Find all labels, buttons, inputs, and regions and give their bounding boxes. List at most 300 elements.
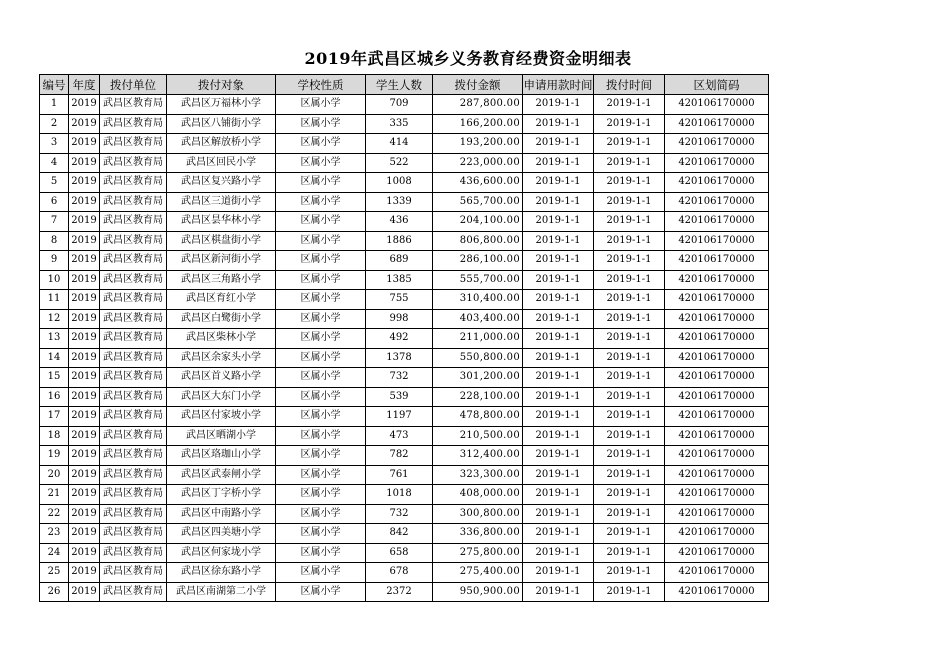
cell-amount: 275,400.00 <box>433 563 523 583</box>
cell-apply-date: 2019-1-1 <box>523 251 594 271</box>
cell-apply-date: 2019-1-1 <box>523 153 594 173</box>
cell-apply-date: 2019-1-1 <box>523 368 594 388</box>
cell-students: 782 <box>366 446 433 466</box>
cell-id: 3 <box>40 134 69 154</box>
cell-payer: 武昌区教育局 <box>100 114 167 134</box>
table-row <box>40 563 769 583</box>
cell-school-type: 区属小学 <box>276 426 366 446</box>
cell-recipient: 武昌区复兴路小学 <box>167 173 276 193</box>
cell-id: 24 <box>40 543 69 563</box>
cell-region-code: 420106170000 <box>665 270 769 290</box>
cell-id: 4 <box>40 153 69 173</box>
table-row <box>40 231 769 251</box>
cell-id: 7 <box>40 212 69 232</box>
cell-region-code: 420106170000 <box>665 407 769 427</box>
cell-pay-date: 2019-1-1 <box>594 270 665 290</box>
cell-id: 15 <box>40 368 69 388</box>
cell-region-code: 420106170000 <box>665 446 769 466</box>
cell-apply-date: 2019-1-1 <box>523 212 594 232</box>
cell-id: 9 <box>40 251 69 271</box>
cell-recipient: 武昌区三角路小学 <box>167 270 276 290</box>
table-row <box>40 212 769 232</box>
cell-payer: 武昌区教育局 <box>100 290 167 310</box>
cell-amount: 436,600.00 <box>433 173 523 193</box>
cell-year: 2019 <box>69 582 100 602</box>
cell-region-code: 420106170000 <box>665 173 769 193</box>
cell-year: 2019 <box>69 251 100 271</box>
cell-students: 436 <box>366 212 433 232</box>
col-header-school-type: 学校性质 <box>276 75 366 95</box>
cell-year: 2019 <box>69 270 100 290</box>
cell-region-code: 420106170000 <box>665 348 769 368</box>
table-row <box>40 543 769 563</box>
cell-recipient: 武昌区新河街小学 <box>167 251 276 271</box>
cell-pay-date: 2019-1-1 <box>594 407 665 427</box>
table-row <box>40 387 769 407</box>
cell-pay-date: 2019-1-1 <box>594 290 665 310</box>
cell-year: 2019 <box>69 290 100 310</box>
col-header-amount: 拨付金额 <box>433 75 523 95</box>
cell-apply-date: 2019-1-1 <box>523 446 594 466</box>
cell-pay-date: 2019-1-1 <box>594 465 665 485</box>
cell-year: 2019 <box>69 231 100 251</box>
cell-pay-date: 2019-1-1 <box>594 543 665 563</box>
cell-students: 755 <box>366 290 433 310</box>
cell-year: 2019 <box>69 95 100 115</box>
cell-apply-date: 2019-1-1 <box>523 270 594 290</box>
cell-region-code: 420106170000 <box>665 212 769 232</box>
cell-apply-date: 2019-1-1 <box>523 231 594 251</box>
cell-amount: 565,700.00 <box>433 192 523 212</box>
cell-students: 1886 <box>366 231 433 251</box>
table-row <box>40 426 769 446</box>
cell-payer: 武昌区教育局 <box>100 212 167 232</box>
cell-payer: 武昌区教育局 <box>100 387 167 407</box>
col-header-recipient: 拨付对象 <box>167 75 276 95</box>
cell-pay-date: 2019-1-1 <box>594 173 665 193</box>
funding-detail-table <box>39 74 769 602</box>
cell-id: 12 <box>40 309 69 329</box>
cell-school-type: 区属小学 <box>276 134 366 154</box>
cell-amount: 210,500.00 <box>433 426 523 446</box>
cell-students: 414 <box>366 134 433 154</box>
cell-school-type: 区属小学 <box>276 407 366 427</box>
cell-payer: 武昌区教育局 <box>100 426 167 446</box>
cell-students: 1018 <box>366 485 433 505</box>
table-header-row <box>40 75 769 95</box>
cell-recipient: 武昌区棋盘街小学 <box>167 231 276 251</box>
col-header-year: 年度 <box>69 75 100 95</box>
cell-recipient: 武昌区徐东路小学 <box>167 563 276 583</box>
cell-id: 2 <box>40 114 69 134</box>
cell-year: 2019 <box>69 153 100 173</box>
cell-recipient: 武昌区首义路小学 <box>167 368 276 388</box>
cell-region-code: 420106170000 <box>665 114 769 134</box>
table-row <box>40 290 769 310</box>
cell-payer: 武昌区教育局 <box>100 485 167 505</box>
cell-year: 2019 <box>69 192 100 212</box>
cell-recipient: 武昌区白鹭街小学 <box>167 309 276 329</box>
cell-students: 732 <box>366 368 433 388</box>
table-row <box>40 153 769 173</box>
cell-amount: 166,200.00 <box>433 114 523 134</box>
cell-school-type: 区属小学 <box>276 524 366 544</box>
cell-recipient: 武昌区三道街小学 <box>167 192 276 212</box>
table-row <box>40 407 769 427</box>
table-row <box>40 114 769 134</box>
cell-id: 1 <box>40 95 69 115</box>
cell-recipient: 武昌区余家头小学 <box>167 348 276 368</box>
cell-recipient: 武昌区南湖第二小学 <box>167 582 276 602</box>
cell-recipient: 武昌区柴林小学 <box>167 329 276 349</box>
cell-recipient: 武昌区晒湖小学 <box>167 426 276 446</box>
cell-region-code: 420106170000 <box>665 231 769 251</box>
table-row <box>40 504 769 524</box>
cell-amount: 287,800.00 <box>433 95 523 115</box>
cell-id: 6 <box>40 192 69 212</box>
cell-year: 2019 <box>69 543 100 563</box>
document-title: 2019年武昌区城乡义务教育经费资金明细表 <box>304 49 632 68</box>
cell-school-type: 区属小学 <box>276 348 366 368</box>
cell-apply-date: 2019-1-1 <box>523 426 594 446</box>
cell-recipient: 武昌区解放桥小学 <box>167 134 276 154</box>
cell-students: 473 <box>366 426 433 446</box>
table-row <box>40 251 769 271</box>
cell-payer: 武昌区教育局 <box>100 543 167 563</box>
cell-id: 19 <box>40 446 69 466</box>
cell-year: 2019 <box>69 134 100 154</box>
cell-students: 1197 <box>366 407 433 427</box>
cell-amount: 301,200.00 <box>433 368 523 388</box>
cell-id: 17 <box>40 407 69 427</box>
cell-apply-date: 2019-1-1 <box>523 134 594 154</box>
cell-id: 18 <box>40 426 69 446</box>
cell-students: 709 <box>366 95 433 115</box>
cell-id: 25 <box>40 563 69 583</box>
cell-apply-date: 2019-1-1 <box>523 173 594 193</box>
cell-year: 2019 <box>69 387 100 407</box>
cell-students: 1378 <box>366 348 433 368</box>
cell-students: 2372 <box>366 582 433 602</box>
cell-region-code: 420106170000 <box>665 134 769 154</box>
cell-amount: 211,000.00 <box>433 329 523 349</box>
cell-year: 2019 <box>69 212 100 232</box>
cell-apply-date: 2019-1-1 <box>523 290 594 310</box>
cell-year: 2019 <box>69 114 100 134</box>
cell-pay-date: 2019-1-1 <box>594 485 665 505</box>
cell-payer: 武昌区教育局 <box>100 407 167 427</box>
cell-pay-date: 2019-1-1 <box>594 231 665 251</box>
cell-id: 8 <box>40 231 69 251</box>
cell-students: 732 <box>366 504 433 524</box>
cell-students: 335 <box>366 114 433 134</box>
cell-payer: 武昌区教育局 <box>100 95 167 115</box>
cell-payer: 武昌区教育局 <box>100 446 167 466</box>
table-row <box>40 95 769 115</box>
cell-id: 22 <box>40 504 69 524</box>
cell-pay-date: 2019-1-1 <box>594 387 665 407</box>
cell-region-code: 420106170000 <box>665 309 769 329</box>
cell-pay-date: 2019-1-1 <box>594 251 665 271</box>
cell-amount: 310,400.00 <box>433 290 523 310</box>
cell-region-code: 420106170000 <box>665 504 769 524</box>
table-row <box>40 368 769 388</box>
cell-apply-date: 2019-1-1 <box>523 563 594 583</box>
cell-year: 2019 <box>69 563 100 583</box>
cell-amount: 204,100.00 <box>433 212 523 232</box>
cell-school-type: 区属小学 <box>276 368 366 388</box>
cell-region-code: 420106170000 <box>665 524 769 544</box>
cell-payer: 武昌区教育局 <box>100 563 167 583</box>
cell-school-type: 区属小学 <box>276 173 366 193</box>
cell-students: 1339 <box>366 192 433 212</box>
cell-pay-date: 2019-1-1 <box>594 212 665 232</box>
cell-year: 2019 <box>69 329 100 349</box>
cell-region-code: 420106170000 <box>665 387 769 407</box>
cell-id: 10 <box>40 270 69 290</box>
cell-year: 2019 <box>69 524 100 544</box>
cell-payer: 武昌区教育局 <box>100 173 167 193</box>
cell-amount: 286,100.00 <box>433 251 523 271</box>
cell-students: 658 <box>366 543 433 563</box>
cell-pay-date: 2019-1-1 <box>594 309 665 329</box>
table-row <box>40 134 769 154</box>
cell-students: 492 <box>366 329 433 349</box>
cell-school-type: 区属小学 <box>276 504 366 524</box>
cell-school-type: 区属小学 <box>276 192 366 212</box>
cell-school-type: 区属小学 <box>276 95 366 115</box>
cell-apply-date: 2019-1-1 <box>523 543 594 563</box>
cell-apply-date: 2019-1-1 <box>523 407 594 427</box>
cell-school-type: 区属小学 <box>276 465 366 485</box>
cell-apply-date: 2019-1-1 <box>523 95 594 115</box>
cell-id: 23 <box>40 524 69 544</box>
cell-students: 539 <box>366 387 433 407</box>
cell-pay-date: 2019-1-1 <box>594 563 665 583</box>
table-body <box>40 95 769 602</box>
cell-school-type: 区属小学 <box>276 329 366 349</box>
cell-recipient: 武昌区珞珈山小学 <box>167 446 276 466</box>
cell-school-type: 区属小学 <box>276 485 366 505</box>
cell-recipient: 武昌区丁字桥小学 <box>167 485 276 505</box>
cell-region-code: 420106170000 <box>665 582 769 602</box>
cell-id: 26 <box>40 582 69 602</box>
cell-payer: 武昌区教育局 <box>100 309 167 329</box>
cell-payer: 武昌区教育局 <box>100 153 167 173</box>
cell-apply-date: 2019-1-1 <box>523 309 594 329</box>
cell-pay-date: 2019-1-1 <box>594 329 665 349</box>
cell-year: 2019 <box>69 446 100 466</box>
cell-payer: 武昌区教育局 <box>100 504 167 524</box>
cell-amount: 806,800.00 <box>433 231 523 251</box>
cell-recipient: 武昌区四美塘小学 <box>167 524 276 544</box>
cell-payer: 武昌区教育局 <box>100 368 167 388</box>
col-header-students: 学生人数 <box>366 75 433 95</box>
cell-recipient: 武昌区万福林小学 <box>167 95 276 115</box>
cell-recipient: 武昌区回民小学 <box>167 153 276 173</box>
cell-id: 11 <box>40 290 69 310</box>
cell-students: 689 <box>366 251 433 271</box>
cell-school-type: 区属小学 <box>276 114 366 134</box>
cell-region-code: 420106170000 <box>665 153 769 173</box>
cell-year: 2019 <box>69 407 100 427</box>
cell-id: 5 <box>40 173 69 193</box>
cell-school-type: 区属小学 <box>276 563 366 583</box>
cell-amount: 323,300.00 <box>433 465 523 485</box>
cell-school-type: 区属小学 <box>276 270 366 290</box>
cell-students: 842 <box>366 524 433 544</box>
table-row <box>40 348 769 368</box>
cell-amount: 950,900.00 <box>433 582 523 602</box>
cell-students: 522 <box>366 153 433 173</box>
cell-apply-date: 2019-1-1 <box>523 192 594 212</box>
cell-recipient: 武昌区大东门小学 <box>167 387 276 407</box>
cell-payer: 武昌区教育局 <box>100 348 167 368</box>
col-header-id: 编号 <box>40 75 69 95</box>
cell-apply-date: 2019-1-1 <box>523 465 594 485</box>
cell-pay-date: 2019-1-1 <box>594 134 665 154</box>
cell-payer: 武昌区教育局 <box>100 251 167 271</box>
cell-payer: 武昌区教育局 <box>100 465 167 485</box>
cell-students: 998 <box>366 309 433 329</box>
table-row <box>40 270 769 290</box>
col-header-region-code: 区划简码 <box>665 75 769 95</box>
cell-region-code: 420106170000 <box>665 329 769 349</box>
cell-region-code: 420106170000 <box>665 192 769 212</box>
cell-recipient: 武昌区何家垅小学 <box>167 543 276 563</box>
cell-pay-date: 2019-1-1 <box>594 368 665 388</box>
cell-pay-date: 2019-1-1 <box>594 426 665 446</box>
cell-region-code: 420106170000 <box>665 95 769 115</box>
cell-school-type: 区属小学 <box>276 153 366 173</box>
cell-students: 678 <box>366 563 433 583</box>
cell-apply-date: 2019-1-1 <box>523 504 594 524</box>
cell-id: 16 <box>40 387 69 407</box>
cell-region-code: 420106170000 <box>665 251 769 271</box>
cell-payer: 武昌区教育局 <box>100 270 167 290</box>
cell-recipient: 武昌区八铺街小学 <box>167 114 276 134</box>
cell-amount: 555,700.00 <box>433 270 523 290</box>
cell-apply-date: 2019-1-1 <box>523 114 594 134</box>
cell-id: 20 <box>40 465 69 485</box>
cell-amount: 312,400.00 <box>433 446 523 466</box>
cell-apply-date: 2019-1-1 <box>523 387 594 407</box>
cell-amount: 336,800.00 <box>433 524 523 544</box>
cell-id: 21 <box>40 485 69 505</box>
cell-school-type: 区属小学 <box>276 446 366 466</box>
cell-recipient: 武昌区育红小学 <box>167 290 276 310</box>
cell-students: 1008 <box>366 173 433 193</box>
cell-year: 2019 <box>69 309 100 329</box>
cell-school-type: 区属小学 <box>276 543 366 563</box>
col-header-apply-date: 申请用款时间 <box>523 75 594 95</box>
cell-payer: 武昌区教育局 <box>100 329 167 349</box>
table-row <box>40 309 769 329</box>
cell-recipient: 武昌区中南路小学 <box>167 504 276 524</box>
cell-region-code: 420106170000 <box>665 485 769 505</box>
cell-amount: 300,800.00 <box>433 504 523 524</box>
cell-apply-date: 2019-1-1 <box>523 582 594 602</box>
cell-school-type: 区属小学 <box>276 231 366 251</box>
cell-amount: 228,100.00 <box>433 387 523 407</box>
table-row <box>40 446 769 466</box>
cell-year: 2019 <box>69 465 100 485</box>
cell-region-code: 420106170000 <box>665 368 769 388</box>
table-row <box>40 485 769 505</box>
cell-region-code: 420106170000 <box>665 563 769 583</box>
cell-students: 1385 <box>366 270 433 290</box>
cell-amount: 193,200.00 <box>433 134 523 154</box>
table-row <box>40 582 769 602</box>
cell-amount: 478,800.00 <box>433 407 523 427</box>
table-row <box>40 524 769 544</box>
col-header-pay-date: 拨付时间 <box>594 75 665 95</box>
table-row <box>40 192 769 212</box>
cell-recipient: 武昌区付家坡小学 <box>167 407 276 427</box>
cell-id: 13 <box>40 329 69 349</box>
cell-apply-date: 2019-1-1 <box>523 524 594 544</box>
cell-pay-date: 2019-1-1 <box>594 524 665 544</box>
cell-year: 2019 <box>69 426 100 446</box>
cell-payer: 武昌区教育局 <box>100 231 167 251</box>
cell-apply-date: 2019-1-1 <box>523 329 594 349</box>
cell-year: 2019 <box>69 348 100 368</box>
cell-school-type: 区属小学 <box>276 290 366 310</box>
cell-school-type: 区属小学 <box>276 251 366 271</box>
cell-school-type: 区属小学 <box>276 212 366 232</box>
cell-year: 2019 <box>69 368 100 388</box>
cell-recipient: 武昌区昙华林小学 <box>167 212 276 232</box>
cell-year: 2019 <box>69 173 100 193</box>
cell-payer: 武昌区教育局 <box>100 134 167 154</box>
cell-amount: 550,800.00 <box>433 348 523 368</box>
cell-students: 761 <box>366 465 433 485</box>
cell-amount: 403,400.00 <box>433 309 523 329</box>
cell-pay-date: 2019-1-1 <box>594 348 665 368</box>
cell-pay-date: 2019-1-1 <box>594 446 665 466</box>
cell-year: 2019 <box>69 485 100 505</box>
cell-region-code: 420106170000 <box>665 426 769 446</box>
cell-pay-date: 2019-1-1 <box>594 153 665 173</box>
cell-pay-date: 2019-1-1 <box>594 192 665 212</box>
cell-pay-date: 2019-1-1 <box>594 95 665 115</box>
cell-payer: 武昌区教育局 <box>100 582 167 602</box>
cell-school-type: 区属小学 <box>276 387 366 407</box>
table-row <box>40 329 769 349</box>
table-row <box>40 173 769 193</box>
cell-amount: 408,000.00 <box>433 485 523 505</box>
cell-school-type: 区属小学 <box>276 582 366 602</box>
table-row <box>40 465 769 485</box>
cell-apply-date: 2019-1-1 <box>523 485 594 505</box>
cell-payer: 武昌区教育局 <box>100 524 167 544</box>
cell-apply-date: 2019-1-1 <box>523 348 594 368</box>
cell-id: 14 <box>40 348 69 368</box>
cell-pay-date: 2019-1-1 <box>594 582 665 602</box>
cell-pay-date: 2019-1-1 <box>594 114 665 134</box>
cell-school-type: 区属小学 <box>276 309 366 329</box>
cell-region-code: 420106170000 <box>665 465 769 485</box>
cell-pay-date: 2019-1-1 <box>594 504 665 524</box>
cell-amount: 275,800.00 <box>433 543 523 563</box>
cell-region-code: 420106170000 <box>665 290 769 310</box>
cell-region-code: 420106170000 <box>665 543 769 563</box>
col-header-payer: 拨付单位 <box>100 75 167 95</box>
cell-year: 2019 <box>69 504 100 524</box>
cell-recipient: 武昌区武泰闸小学 <box>167 465 276 485</box>
cell-payer: 武昌区教育局 <box>100 192 167 212</box>
cell-amount: 223,000.00 <box>433 153 523 173</box>
